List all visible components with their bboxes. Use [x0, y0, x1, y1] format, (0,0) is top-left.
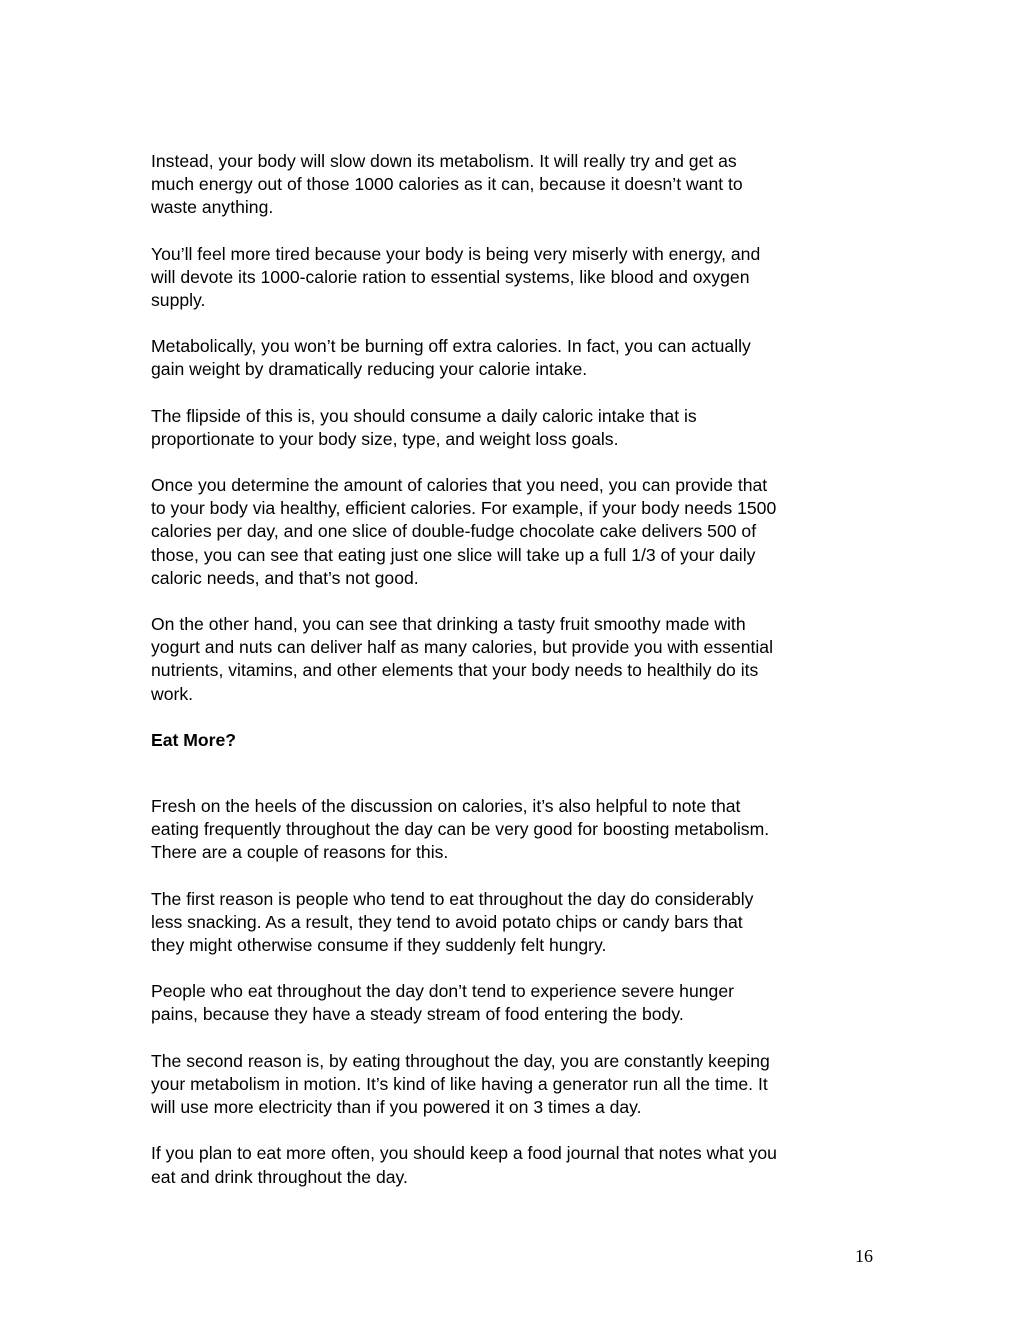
paragraph: The flipside of this is, you should consume a daily caloric intake that is proportionate to your body size, type, and weight loss goals.	[151, 405, 697, 449]
paragraph: The second reason is, by eating throughout the day, you are constantly keeping your metabolism in motion. It’s kind of like having a generator run all the time. It will use more electricity than if you powered it on 3 times a day.	[151, 1050, 770, 1118]
paragraph: People who eat throughout the day don’t tend to experience severe hunger pains, because they have a steady stream of food entering the body.	[151, 981, 734, 1025]
paragraph: Metabolically, you won’t be burning off extra calories. In fact, you can actually gain weight by dramatically reducing your calorie intake.	[151, 336, 751, 380]
paragraph: On the other hand, you can see that drinking a tasty fruit smoothy made with yogurt and nuts can deliver half as many calories, but provide you with essential nutrients, vitamins, and other elements that your body needs to healthily do its work.	[151, 614, 773, 704]
section-heading: Eat More?	[151, 729, 237, 750]
paragraph: The first reason is people who tend to eat throughout the day do considerably less snacking. As a result, they tend to avoid potato chips or candy bars that they might otherwise consume if they suddenly felt hungry.	[151, 888, 754, 956]
page-number: 16	[855, 1246, 873, 1266]
paragraph: Instead, your body will slow down its metabolism. It will really try and get as much energy out of those 1000 calories as it can, because it doesn’t want to waste anything.	[151, 151, 743, 218]
paragraph: If you plan to eat more often, you should keep a food journal that notes what you eat and drink throughout the day.	[151, 1143, 777, 1187]
paragraph: Fresh on the heels of the discussion on calories, it’s also helpful to note that eating frequently throughout the day can be very good for boosting metabolism. There are a couple of reasons for this.	[151, 796, 770, 863]
paragraph: You’ll feel more tired because your body is being very miserly with energy, and will devote its 1000-calorie ration to essential systems, like blood and oxygen supply.	[151, 243, 761, 311]
paragraph: Once you determine the amount of calories that you need, you can provide that to your body via healthy, efficient calories. For example, if your body needs 1500 calories per day, and one slice of double-fudge chocolate cake delivers 500 of those, you can see that eating just one slice will take up a full 1/3 of your daily caloric needs, and that’s not good.	[151, 475, 777, 588]
page-body	[151, 150, 881, 1212]
